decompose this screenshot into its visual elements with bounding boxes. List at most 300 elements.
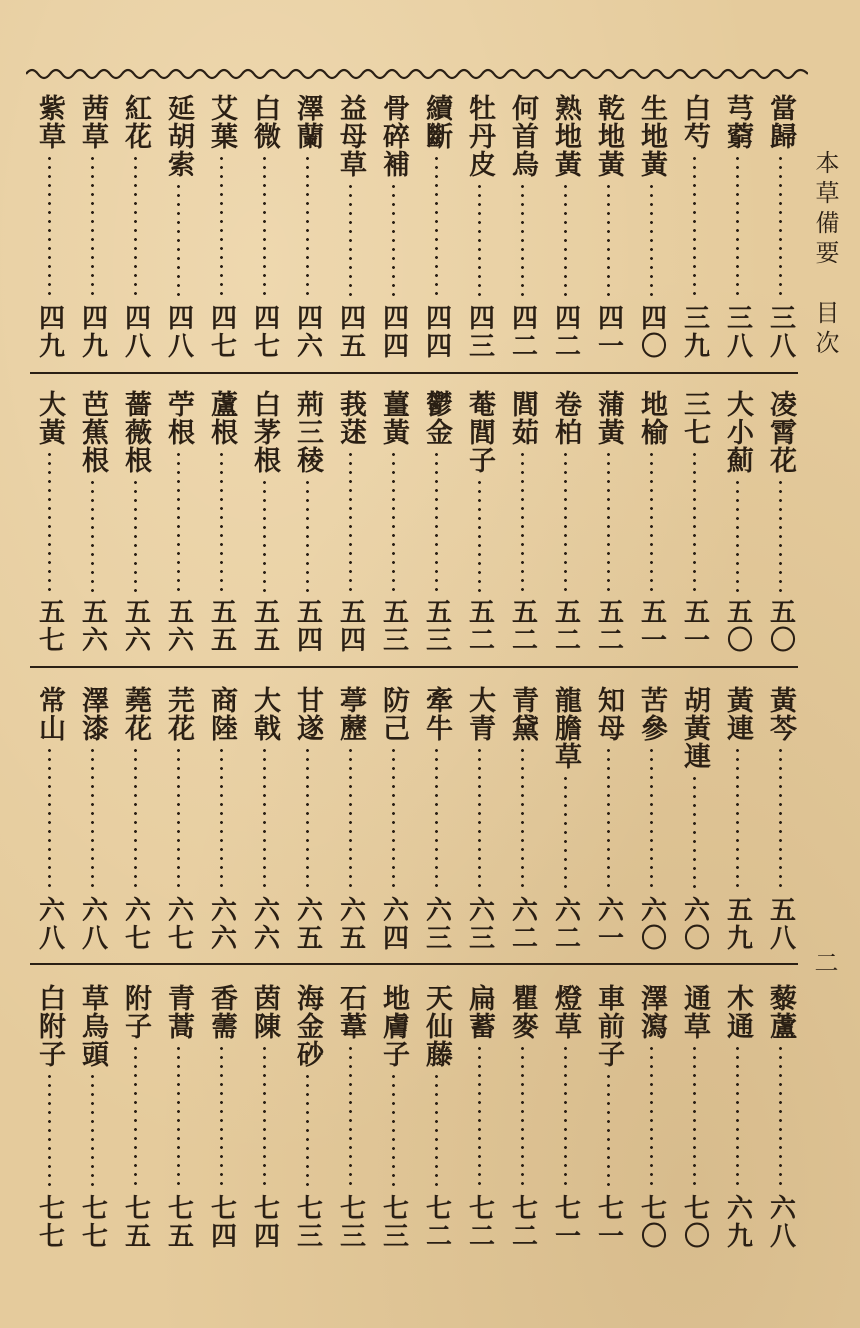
toc-entry	[630, 686, 673, 952]
entry-name: 乾地黃	[593, 94, 624, 178]
toc-entry	[114, 984, 157, 1250]
toc-entry	[544, 94, 587, 360]
entry-page-number: 七五	[163, 1194, 194, 1250]
dot-leader	[435, 154, 438, 300]
entry-name: 苦參	[636, 686, 667, 742]
entry-name: 白附子	[34, 984, 65, 1068]
dot-leader	[349, 1044, 352, 1190]
dot-leader	[650, 182, 653, 300]
entry-name: 防己	[378, 686, 409, 742]
dot-leader	[650, 746, 653, 892]
toc-entry	[415, 984, 458, 1250]
entry-page-number: 五二	[593, 598, 624, 654]
toc-entry	[157, 390, 200, 654]
entry-page-number: 四七	[249, 304, 280, 360]
entry-page-number: 六八	[34, 896, 65, 952]
page-number: 二	[810, 950, 838, 980]
entry-page-number: 五一	[679, 598, 710, 654]
dot-leader	[91, 746, 94, 892]
entry-page-number: 五〇	[765, 598, 796, 654]
toc-entry	[200, 94, 243, 360]
entry-name: 地膚子	[378, 984, 409, 1068]
entry-name: 瞿麥	[507, 984, 538, 1040]
toc-entry	[587, 94, 630, 360]
toc-entry	[415, 390, 458, 654]
entry-name: 三七	[679, 390, 710, 446]
dot-leader	[650, 1044, 653, 1190]
dot-leader	[306, 154, 309, 300]
entry-page-number: 七二	[507, 1194, 538, 1250]
entry-name: 甘遂	[292, 686, 323, 742]
entry-page-number: 七七	[34, 1194, 65, 1250]
entry-name: 紅花	[120, 94, 151, 150]
entry-page-number: 七四	[249, 1194, 280, 1250]
entry-name: 蕘花	[120, 686, 151, 742]
entry-page-number: 五六	[120, 598, 151, 654]
dot-leader	[220, 154, 223, 300]
entry-page-number: 五一	[636, 598, 667, 654]
entry-page-number: 三八	[765, 304, 796, 360]
dot-leader	[306, 1072, 309, 1190]
entry-name: 熟地黃	[550, 94, 581, 178]
toc-entry	[243, 390, 286, 654]
dot-leader	[134, 1044, 137, 1190]
entry-name: 艾葉	[206, 94, 237, 150]
dot-leader	[91, 154, 94, 300]
toc-entry	[587, 984, 630, 1250]
toc-section-1	[28, 94, 802, 360]
dot-leader	[134, 746, 137, 892]
entry-page-number: 七一	[593, 1194, 624, 1250]
entry-page-number: 四九	[77, 304, 108, 360]
toc-entry	[243, 94, 286, 360]
dot-leader	[607, 182, 610, 300]
toc-entry	[28, 686, 71, 952]
dot-leader	[48, 154, 51, 300]
entry-page-number: 七〇	[679, 1194, 710, 1250]
dot-leader	[650, 450, 653, 594]
toc-entry	[501, 984, 544, 1250]
toc-entry	[372, 94, 415, 360]
entry-name: 燈草	[550, 984, 581, 1040]
toc-entry	[673, 94, 716, 360]
section-divider	[30, 372, 798, 374]
toc-entry	[458, 390, 501, 654]
entry-page-number: 七四	[206, 1194, 237, 1250]
entry-name: 青黛	[507, 686, 538, 742]
entry-name: 青蒿	[163, 984, 194, 1040]
toc-entry	[544, 390, 587, 654]
entry-page-number: 五二	[550, 598, 581, 654]
dot-leader	[435, 1072, 438, 1190]
toc-entry	[716, 390, 759, 654]
entry-name: 商陸	[206, 686, 237, 742]
toc-entry	[28, 94, 71, 360]
entry-page-number: 六〇	[679, 896, 710, 952]
toc-section-3	[28, 686, 802, 952]
dot-leader	[392, 1072, 395, 1190]
entry-name: 卷柏	[550, 390, 581, 446]
entry-name: 當歸	[765, 94, 796, 150]
entry-name: 海金砂	[292, 984, 323, 1068]
dot-leader	[521, 182, 524, 300]
entry-name: 車前子	[593, 984, 624, 1068]
toc-entry	[157, 686, 200, 952]
section-divider	[30, 963, 798, 965]
entry-name: 芎藭	[722, 94, 753, 150]
entry-name: 澤蘭	[292, 94, 323, 150]
toc-entry	[544, 984, 587, 1250]
entry-page-number: 六七	[120, 896, 151, 952]
dot-leader	[564, 182, 567, 300]
dot-leader	[607, 450, 610, 594]
dot-leader	[564, 450, 567, 594]
dot-leader	[693, 450, 696, 594]
toc-entry	[71, 390, 114, 654]
entry-page-number: 五三	[421, 598, 452, 654]
entry-name: 蘆根	[206, 390, 237, 446]
dot-leader	[478, 1044, 481, 1190]
toc-entry	[759, 984, 802, 1250]
toc-entry	[243, 984, 286, 1250]
dot-leader	[736, 478, 739, 594]
dot-leader	[177, 1044, 180, 1190]
toc-entry	[759, 390, 802, 654]
entry-name: 黃芩	[765, 686, 796, 742]
entry-page-number: 四五	[335, 304, 366, 360]
toc-section-4	[28, 984, 802, 1250]
entry-page-number: 四九	[34, 304, 65, 360]
dot-leader	[220, 450, 223, 594]
toc-entry	[114, 390, 157, 654]
entry-page-number: 六八	[765, 1194, 796, 1250]
toc-entry	[415, 94, 458, 360]
toc-entry	[458, 984, 501, 1250]
dot-leader	[263, 1044, 266, 1190]
entry-name: 紫草	[34, 94, 65, 150]
entry-page-number: 六八	[77, 896, 108, 952]
dot-leader	[779, 154, 782, 300]
entry-name: 何首烏	[507, 94, 538, 178]
dot-leader	[693, 154, 696, 300]
dot-leader	[521, 1044, 524, 1190]
dot-leader	[177, 746, 180, 892]
running-header	[802, 150, 848, 980]
entry-name: 天仙藤	[421, 984, 452, 1068]
entry-page-number: 六六	[206, 896, 237, 952]
dot-leader	[263, 478, 266, 594]
entry-name: 澤瀉	[636, 984, 667, 1040]
entry-page-number: 四八	[120, 304, 151, 360]
entry-name: 芭蕉根	[77, 390, 108, 474]
entry-name: 通草	[679, 984, 710, 1040]
toc-entry	[630, 390, 673, 654]
toc-entry	[673, 686, 716, 952]
dot-leader	[779, 1044, 782, 1190]
dot-leader	[91, 478, 94, 594]
dot-leader	[263, 154, 266, 300]
entry-name: 常山	[34, 686, 65, 742]
toc-entry	[716, 984, 759, 1250]
dot-leader	[177, 450, 180, 594]
dot-leader	[521, 746, 524, 892]
toc-section-2	[28, 390, 802, 654]
entry-name: 扁蓄	[464, 984, 495, 1040]
entry-name: 益母草	[335, 94, 366, 178]
dot-leader	[220, 1044, 223, 1190]
entry-name: 大青	[464, 686, 495, 742]
top-wavy-rule	[26, 62, 808, 82]
entry-name: 附子	[120, 984, 151, 1040]
toc-entry	[157, 94, 200, 360]
dot-leader	[48, 450, 51, 594]
entry-page-number: 五六	[163, 598, 194, 654]
entry-name: 白微	[249, 94, 280, 150]
entry-name: 續斷	[421, 94, 452, 150]
entry-page-number: 五九	[722, 896, 753, 952]
dot-leader	[392, 182, 395, 300]
toc-entry	[200, 984, 243, 1250]
dot-leader	[779, 478, 782, 594]
toc-entry	[587, 686, 630, 952]
toc-entry	[501, 686, 544, 952]
entry-page-number: 六五	[335, 896, 366, 952]
toc-entry	[415, 686, 458, 952]
entry-page-number: 六六	[249, 896, 280, 952]
dot-leader	[220, 746, 223, 892]
toc-entry	[372, 686, 415, 952]
toc-entry	[759, 94, 802, 360]
toc-entry	[759, 686, 802, 952]
entry-page-number: 六〇	[636, 896, 667, 952]
entry-page-number: 六五	[292, 896, 323, 952]
entry-name: 蒲黃	[593, 390, 624, 446]
entry-page-number: 四四	[378, 304, 409, 360]
toc-entry	[243, 686, 286, 952]
dot-leader	[306, 746, 309, 892]
dot-leader	[521, 450, 524, 594]
entry-page-number: 四二	[507, 304, 538, 360]
toc-entry	[673, 390, 716, 654]
toc-entry	[28, 390, 71, 654]
dot-leader	[48, 1072, 51, 1190]
dot-leader	[478, 478, 481, 594]
dot-leader	[392, 450, 395, 594]
entry-name: 菴閭子	[464, 390, 495, 474]
toc-entry	[286, 390, 329, 654]
entry-page-number: 六一	[593, 896, 624, 952]
entry-name: 骨碎補	[378, 94, 409, 178]
toc-entry	[114, 94, 157, 360]
dot-leader	[779, 746, 782, 892]
toc-entry	[587, 390, 630, 654]
entry-page-number: 四七	[206, 304, 237, 360]
entry-name: 茵陳	[249, 984, 280, 1040]
toc-entry	[458, 686, 501, 952]
entry-name: 知母	[593, 686, 624, 742]
dot-leader	[349, 450, 352, 594]
toc-entry	[673, 984, 716, 1250]
dot-leader	[435, 450, 438, 594]
entry-name: 白芍	[679, 94, 710, 150]
entry-page-number: 五四	[292, 598, 323, 654]
toc-entry	[458, 94, 501, 360]
entry-name: 石葦	[335, 984, 366, 1040]
toc-entry	[114, 686, 157, 952]
entry-page-number: 五二	[464, 598, 495, 654]
entry-name: 牡丹皮	[464, 94, 495, 178]
entry-page-number: 六三	[464, 896, 495, 952]
entry-page-number: 六二	[550, 896, 581, 952]
section-divider	[30, 666, 798, 668]
entry-name: 延胡索	[163, 94, 194, 178]
entry-name: 莪蒁	[335, 390, 366, 446]
toc-entry	[71, 94, 114, 360]
entry-name: 地榆	[636, 390, 667, 446]
entry-name: 澤漆	[77, 686, 108, 742]
toc-entry	[71, 686, 114, 952]
entry-page-number: 五三	[378, 598, 409, 654]
toc-entry	[716, 94, 759, 360]
toc-entry	[200, 686, 243, 952]
toc-entry	[286, 686, 329, 952]
entry-page-number: 四八	[163, 304, 194, 360]
entry-page-number: 六九	[722, 1194, 753, 1250]
entry-name: 閭茹	[507, 390, 538, 446]
dot-leader	[693, 774, 696, 892]
entry-name: 胡黃連	[679, 686, 710, 770]
toc-entry	[329, 390, 372, 654]
entry-name: 大黃	[34, 390, 65, 446]
toc-entry	[372, 390, 415, 654]
entry-page-number: 五七	[34, 598, 65, 654]
entry-name: 龍膽草	[550, 686, 581, 770]
entry-name: 薔薇根	[120, 390, 151, 474]
dot-leader	[91, 1072, 94, 1190]
entry-page-number: 七三	[378, 1194, 409, 1250]
entry-page-number: 六二	[507, 896, 538, 952]
entry-name: 葶藶	[335, 686, 366, 742]
toc-entry	[501, 94, 544, 360]
dot-leader	[263, 746, 266, 892]
entry-name: 苧根	[163, 390, 194, 446]
toc-entry	[716, 686, 759, 952]
dot-leader	[607, 1072, 610, 1190]
dot-leader	[736, 746, 739, 892]
dot-leader	[435, 746, 438, 892]
dot-leader	[478, 746, 481, 892]
entry-name: 荊三稜	[292, 390, 323, 474]
entry-page-number: 五五	[249, 598, 280, 654]
entry-name: 白茅根	[249, 390, 280, 474]
toc-entry	[286, 94, 329, 360]
toc-entry	[630, 984, 673, 1250]
toc-entry	[157, 984, 200, 1250]
entry-name: 牽牛	[421, 686, 452, 742]
entry-name: 生地黃	[636, 94, 667, 178]
toc-entry	[329, 94, 372, 360]
toc-entry	[501, 390, 544, 654]
entry-page-number: 六七	[163, 896, 194, 952]
dot-leader	[693, 1044, 696, 1190]
entry-page-number: 六三	[421, 896, 452, 952]
dot-leader	[306, 478, 309, 594]
book-title: 本草備要	[811, 150, 839, 270]
entry-name: 大小薊	[722, 390, 753, 474]
dot-leader	[478, 182, 481, 300]
entry-name: 草烏頭	[77, 984, 108, 1068]
dot-leader	[349, 182, 352, 300]
dot-leader	[134, 154, 137, 300]
entry-page-number: 七三	[292, 1194, 323, 1250]
dot-leader	[349, 746, 352, 892]
entry-page-number: 七三	[335, 1194, 366, 1250]
toc-entry	[71, 984, 114, 1250]
dot-leader	[607, 746, 610, 892]
toc-entry	[544, 686, 587, 952]
toc-entry	[28, 984, 71, 1250]
entry-page-number: 七七	[77, 1194, 108, 1250]
toc-entry	[200, 390, 243, 654]
dot-leader	[736, 154, 739, 300]
dot-leader	[564, 1044, 567, 1190]
entry-name: 芫花	[163, 686, 194, 742]
entry-page-number: 五六	[77, 598, 108, 654]
entry-page-number: 四一	[593, 304, 624, 360]
toc-entry	[630, 94, 673, 360]
entry-page-number: 五二	[507, 598, 538, 654]
entry-page-number: 六四	[378, 896, 409, 952]
entry-page-number: 七五	[120, 1194, 151, 1250]
dot-leader	[134, 478, 137, 594]
entry-page-number: 三九	[679, 304, 710, 360]
dot-leader	[564, 774, 567, 892]
dot-leader	[177, 182, 180, 300]
entry-page-number: 四六	[292, 304, 323, 360]
entry-name: 凌霄花	[765, 390, 796, 474]
entry-page-number: 四四	[421, 304, 452, 360]
entry-page-number: 五五	[206, 598, 237, 654]
entry-name: 香薷	[206, 984, 237, 1040]
entry-name: 黃連	[722, 686, 753, 742]
entry-page-number: 四三	[464, 304, 495, 360]
entry-name: 茜草	[77, 94, 108, 150]
entry-page-number: 七〇	[636, 1194, 667, 1250]
section-title: 目次	[811, 300, 839, 360]
entry-page-number: 四〇	[636, 304, 667, 360]
toc-entry	[286, 984, 329, 1250]
entry-name: 藜蘆	[765, 984, 796, 1040]
entry-page-number: 五八	[765, 896, 796, 952]
dot-leader	[736, 1044, 739, 1190]
toc-entry	[372, 984, 415, 1250]
dot-leader	[48, 746, 51, 892]
entry-page-number: 七二	[464, 1194, 495, 1250]
entry-page-number: 四二	[550, 304, 581, 360]
entry-page-number: 三八	[722, 304, 753, 360]
entry-name: 木通	[722, 984, 753, 1040]
entry-page-number: 七二	[421, 1194, 452, 1250]
entry-page-number: 五四	[335, 598, 366, 654]
dot-leader	[392, 746, 395, 892]
toc-entry	[329, 686, 372, 952]
entry-page-number: 七一	[550, 1194, 581, 1250]
toc-entry	[329, 984, 372, 1250]
entry-page-number: 五〇	[722, 598, 753, 654]
entry-name: 大戟	[249, 686, 280, 742]
entry-name: 薑黃	[378, 390, 409, 446]
entry-name: 鬱金	[421, 390, 452, 446]
